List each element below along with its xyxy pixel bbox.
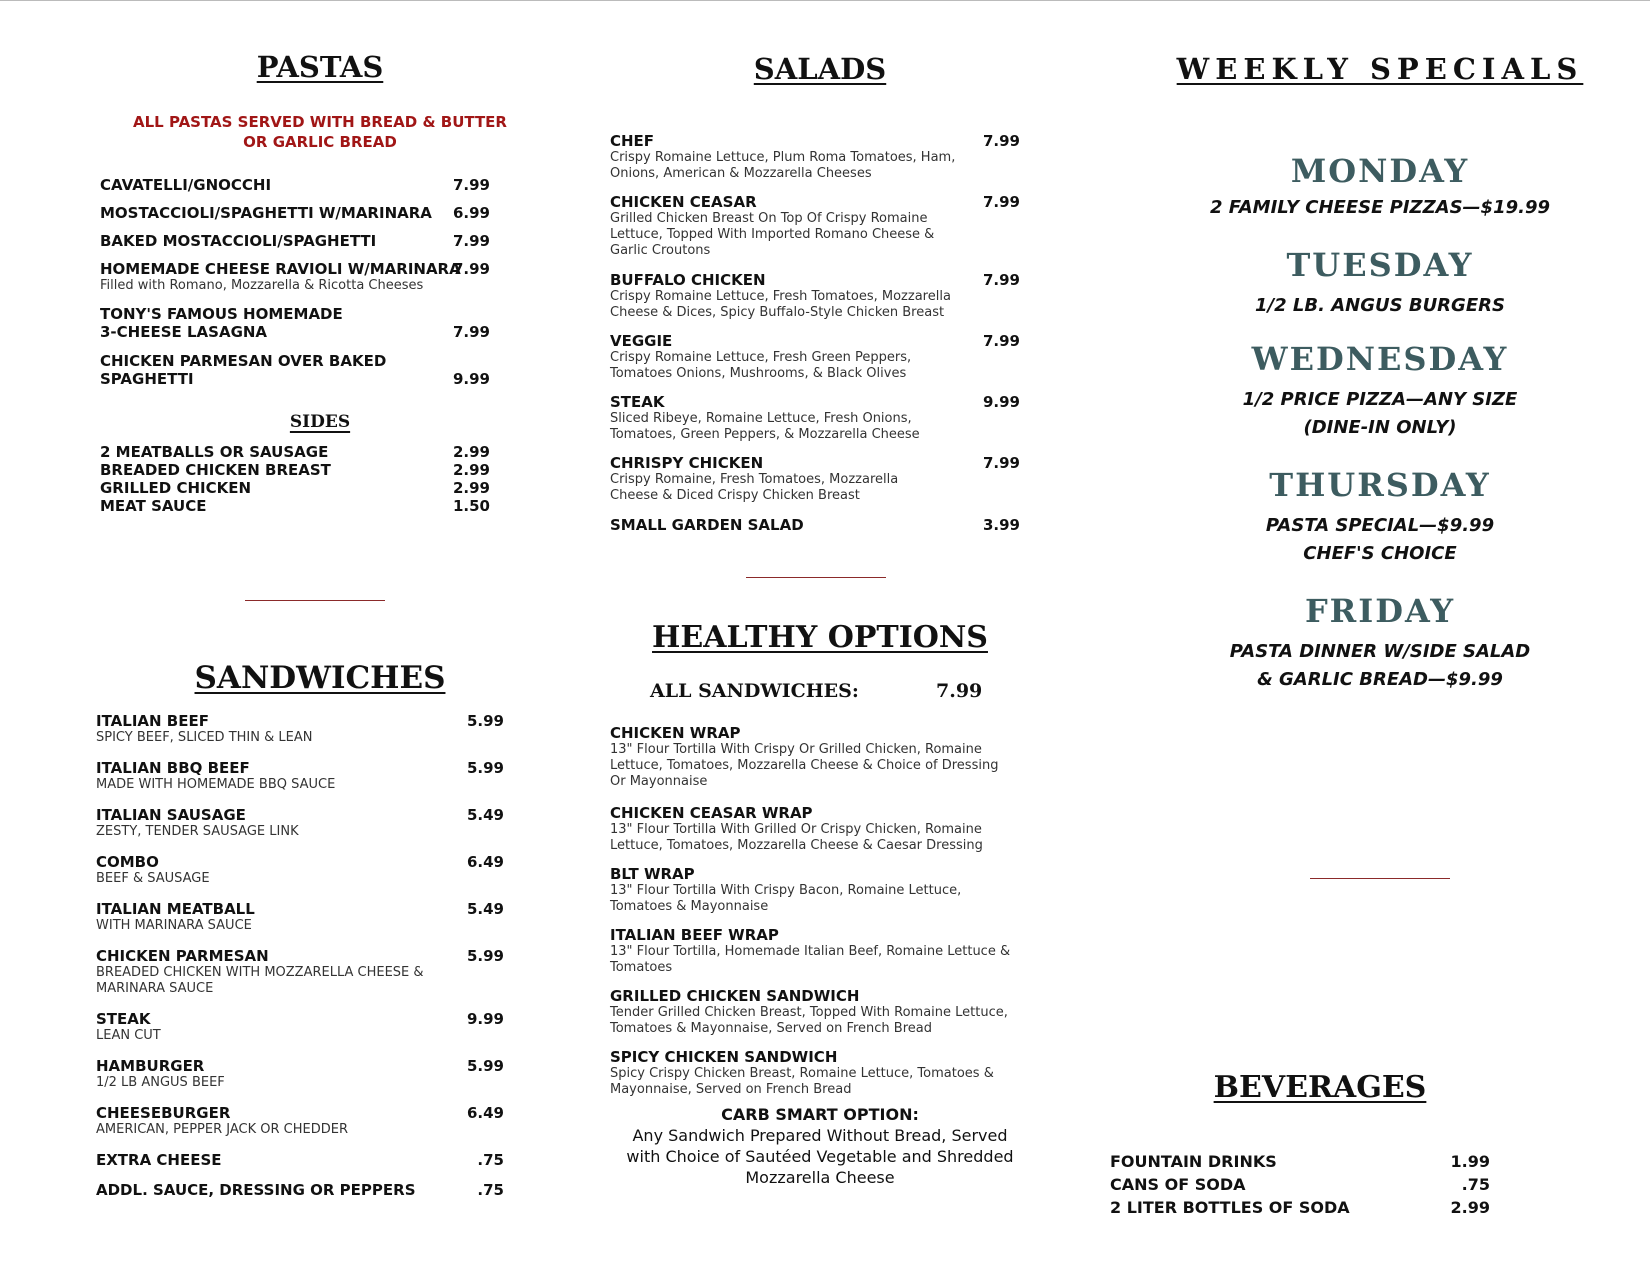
salad-item xyxy=(610,393,1030,443)
item-name-line2: 3-CHEESE LASAGNA xyxy=(100,323,268,341)
item-desc: 13" Flour Tortilla With Crispy Bacon, Romaine Lettuce, xyxy=(610,883,962,898)
side-item xyxy=(100,443,540,461)
item-name: CAVATELLI/GNOCCHI xyxy=(100,176,272,194)
item-name: ITALIAN BEEF WRAP xyxy=(610,926,779,944)
pasta-item xyxy=(100,176,540,194)
item-desc-line2: Lettuce, Topped With Imported Romano Cheese & xyxy=(610,227,935,242)
carb-line2: with Choice of Sautéed Vegetable and Shredded xyxy=(626,1147,1014,1166)
item-name: GRILLED CHICKEN xyxy=(100,479,252,497)
item-desc-line2: Lettuce, Tomatoes, Mozzarella Cheese & Choice of Dressing xyxy=(610,758,999,773)
item-name: MEAT SAUCE xyxy=(100,497,207,515)
item-name: ITALIAN SAUSAGE xyxy=(96,806,246,824)
item-price: 7.99 xyxy=(982,454,1020,472)
item-name: BAKED MOSTACCIOLI/SPAGHETTI xyxy=(100,232,377,250)
item-name: CHICKEN PARMESAN xyxy=(96,947,269,965)
item-desc: WITH MARINARA SAUCE xyxy=(96,918,252,933)
item-name: CANS OF SODA xyxy=(1110,1175,1246,1194)
item-desc-line2: Tomatoes Onions, Mushrooms, & Black Olives xyxy=(610,366,907,381)
sandwiches-heading: SANDWICHES xyxy=(194,660,446,696)
item-name: GRILLED CHICKEN SANDWICH xyxy=(610,987,860,1005)
side-item xyxy=(100,461,540,479)
pasta-item xyxy=(100,305,540,341)
item-desc-line3: Garlic Croutons xyxy=(610,243,711,258)
item-price: 3.99 xyxy=(982,516,1020,534)
item-price: 5.49 xyxy=(466,900,504,918)
item-price: 7.99 xyxy=(982,193,1020,211)
special-wednesday-line2: (DINE-IN ONLY) xyxy=(1303,417,1457,438)
item-price: 7.99 xyxy=(982,132,1020,150)
item-desc: Sliced Ribeye, Romaine Lettuce, Fresh Onions, xyxy=(610,411,912,426)
healthy-options-heading: HEALTHY OPTIONS xyxy=(652,620,988,655)
item-price: 2.99 xyxy=(452,479,490,497)
item-name: COMBO xyxy=(96,853,159,871)
pastas-note-line2: OR GARLIC BREAD xyxy=(243,133,397,151)
item-desc: LEAN CUT xyxy=(96,1028,161,1043)
item-desc-line2: Tomatoes, Green Peppers, & Mozzarella Cheese xyxy=(610,427,920,442)
healthy-item xyxy=(610,865,1030,915)
item-price: 6.99 xyxy=(452,204,490,222)
item-price: 5.99 xyxy=(466,759,504,777)
item-desc-line2: MARINARA SAUCE xyxy=(96,981,214,996)
item-desc: ZESTY, TENDER SAUSAGE LINK xyxy=(96,824,299,839)
item-price: .75 xyxy=(477,1151,504,1169)
item-price: 7.99 xyxy=(452,232,490,250)
item-desc-line2: Cheese & Diced Crispy Chicken Breast xyxy=(610,488,860,503)
special-wednesday: 1/2 PRICE PIZZA—ANY SIZE xyxy=(1242,389,1518,410)
item-desc: Crispy Romaine Lettuce, Plum Roma Tomatoes, Ham, xyxy=(610,150,956,165)
item-desc: Crispy Romaine Lettuce, Fresh Green Peppers, xyxy=(610,350,912,365)
item-name: ITALIAN BBQ BEEF xyxy=(96,759,250,777)
carb-line3: Mozzarella Cheese xyxy=(745,1168,895,1187)
special-thursday-line2: CHEF'S CHOICE xyxy=(1303,543,1457,564)
item-name-line2: SPAGHETTI xyxy=(100,370,194,388)
healthy-item xyxy=(610,926,1030,976)
sandwich-item xyxy=(96,1104,536,1138)
item-price: 5.99 xyxy=(466,947,504,965)
special-tuesday: 1/2 LB. ANGUS BURGERS xyxy=(1255,295,1505,316)
item-name: SMALL GARDEN SALAD xyxy=(610,516,804,534)
sides-heading: SIDES xyxy=(289,412,351,432)
day-tuesday: TUESDAY xyxy=(1286,246,1474,284)
item-price: 7.99 xyxy=(982,332,1020,350)
item-desc: Filled with Romano, Mozzarella & Ricotta Cheeses xyxy=(100,278,424,293)
item-desc-line2: Cheese & Dices, Spicy Buffalo-Style Chicken Breast xyxy=(610,305,945,320)
item-name: CHICKEN CEASAR xyxy=(610,193,757,211)
weekly-specials-heading: WEEKLY SPECIALS xyxy=(1176,52,1584,86)
item-price: .75 xyxy=(1461,1175,1490,1194)
item-name: MOSTACCIOLI/SPAGHETTI W/MARINARA xyxy=(100,204,432,222)
salad-item xyxy=(610,332,1030,382)
special-monday: 2 FAMILY CHEESE PIZZAS—$19.99 xyxy=(1209,197,1550,218)
all-sandwiches-label: ALL SANDWICHES: xyxy=(650,680,859,702)
item-name: TONY'S FAMOUS HOMEMADE xyxy=(100,305,343,323)
item-desc: 13" Flour Tortilla, Homemade Italian Beef, Romaine Lettuce & xyxy=(610,944,1011,959)
item-name: CHEF xyxy=(610,132,655,150)
beverages-heading: BEVERAGES xyxy=(1213,1070,1427,1105)
divider-rule xyxy=(1310,878,1450,879)
item-name: STEAK xyxy=(610,393,665,411)
item-price: 9.99 xyxy=(982,393,1020,411)
item-price: 7.99 xyxy=(452,323,490,341)
item-desc-line2: Lettuce, Tomatoes, Mozzarella Cheese & Caesar Dressing xyxy=(610,838,983,853)
item-desc: MADE WITH HOMEMADE BBQ SAUCE xyxy=(96,777,336,792)
divider-rule xyxy=(746,577,886,578)
item-name: HAMBURGER xyxy=(96,1057,205,1075)
item-desc-line2: Tomatoes & Mayonnaise xyxy=(610,899,769,914)
sandwich-item xyxy=(96,712,536,746)
item-desc-line2: Mayonnaise, Served on French Bread xyxy=(610,1082,852,1097)
healthy-item xyxy=(610,987,1030,1037)
item-name: BREADED CHICKEN BREAST xyxy=(100,461,331,479)
salad-item xyxy=(610,516,1030,534)
item-name: ADDL. SAUCE, DRESSING OR PEPPERS xyxy=(96,1181,416,1199)
pasta-item xyxy=(100,204,540,222)
item-name: EXTRA CHEESE xyxy=(96,1151,222,1169)
item-desc-line3: Or Mayonnaise xyxy=(610,774,708,789)
item-desc-line2: Tomatoes & Mayonnaise, Served on French Bread xyxy=(610,1021,932,1036)
item-desc: Crispy Romaine Lettuce, Fresh Tomatoes, Mozzarella xyxy=(610,289,951,304)
item-name: ITALIAN MEATBALL xyxy=(96,900,255,918)
item-name: STEAK xyxy=(96,1010,151,1028)
item-name: 2 MEATBALLS OR SAUSAGE xyxy=(100,443,329,461)
item-price: 6.49 xyxy=(466,1104,504,1122)
carb-line1: Any Sandwich Prepared Without Bread, Served xyxy=(632,1126,1008,1145)
item-name: CHICKEN PARMESAN OVER BAKED xyxy=(100,352,387,370)
beverage-item xyxy=(1110,1152,1490,1171)
healthy-item xyxy=(610,804,1030,854)
item-price: 9.99 xyxy=(466,1010,504,1028)
item-price: 7.99 xyxy=(452,260,490,278)
sandwich-item xyxy=(96,947,536,997)
item-desc: AMERICAN, PEPPER JACK OR CHEDDER xyxy=(96,1122,348,1137)
item-name: ITALIAN BEEF xyxy=(96,712,209,730)
item-name: VEGGIE xyxy=(610,332,673,350)
sandwich-item xyxy=(96,900,536,934)
item-price: 1.50 xyxy=(452,497,490,515)
day-thursday: THURSDAY xyxy=(1269,466,1491,504)
salads-heading: SALADS xyxy=(753,52,887,86)
sandwich-item xyxy=(96,853,536,887)
special-friday-line2: & GARLIC BREAD—$9.99 xyxy=(1257,669,1503,690)
pastas-heading: PASTAS xyxy=(256,50,384,84)
beverage-item xyxy=(1110,1198,1490,1217)
item-price: 5.49 xyxy=(466,806,504,824)
item-price: 2.99 xyxy=(452,443,490,461)
item-desc: 13" Flour Tortilla With Crispy Or Grilled Chicken, Romaine xyxy=(610,742,982,757)
item-desc: Crispy Romaine, Fresh Tomatoes, Mozzarella xyxy=(610,472,899,487)
salad-item xyxy=(610,271,1030,321)
top-border xyxy=(0,0,1650,1)
item-price: 2.99 xyxy=(1450,1198,1490,1217)
item-desc-line2: Tomatoes xyxy=(610,960,673,975)
item-name: HOMEMADE CHEESE RAVIOLI W/MARINARA xyxy=(100,260,461,278)
item-name: 2 LITER BOTTLES OF SODA xyxy=(1110,1198,1350,1217)
special-friday: PASTA DINNER W/SIDE SALAD xyxy=(1229,641,1531,662)
item-name: CHRISPY CHICKEN xyxy=(610,454,764,472)
item-desc: SPICY BEEF, SLICED THIN & LEAN xyxy=(96,730,313,745)
item-desc-line2: Onions, American & Mozzarella Cheeses xyxy=(610,166,872,181)
item-desc: BREADED CHICKEN WITH MOZZARELLA CHEESE & xyxy=(96,965,424,980)
item-name: CHEESEBURGER xyxy=(96,1104,231,1122)
day-wednesday: WEDNESDAY xyxy=(1251,340,1509,378)
pasta-item xyxy=(100,232,540,250)
item-name: CHICKEN WRAP xyxy=(610,724,741,742)
carb-smart-option xyxy=(610,1104,1030,1188)
sandwich-item xyxy=(96,759,536,793)
sandwich-item xyxy=(96,1010,536,1044)
item-desc: BEEF & SAUSAGE xyxy=(96,871,210,886)
item-price: 5.99 xyxy=(466,1057,504,1075)
healthy-item xyxy=(610,1048,1030,1098)
side-item xyxy=(100,497,540,515)
all-sandwiches-price: 7.99 xyxy=(936,680,983,702)
item-price: 2.99 xyxy=(452,461,490,479)
day-monday: MONDAY xyxy=(1290,152,1470,190)
pasta-item xyxy=(100,260,540,294)
salad-item xyxy=(610,132,1030,182)
item-price: 7.99 xyxy=(982,271,1020,289)
item-price: 9.99 xyxy=(452,370,490,388)
item-price: 5.99 xyxy=(466,712,504,730)
salad-item xyxy=(610,454,1030,504)
item-name: BLT WRAP xyxy=(610,865,695,883)
item-price: 6.49 xyxy=(466,853,504,871)
sandwich-item xyxy=(96,1181,536,1199)
item-name: CHICKEN CEASAR WRAP xyxy=(610,804,813,822)
beverage-item xyxy=(1110,1175,1490,1194)
sandwich-item xyxy=(96,1057,536,1091)
healthy-item xyxy=(610,724,1030,790)
special-thursday: PASTA SPECIAL—$9.99 xyxy=(1265,515,1495,536)
item-price: 7.99 xyxy=(452,176,490,194)
item-price: 1.99 xyxy=(1450,1152,1490,1171)
item-name: FOUNTAIN DRINKS xyxy=(1110,1152,1277,1171)
item-name: SPICY CHICKEN SANDWICH xyxy=(610,1048,838,1066)
pasta-item xyxy=(100,352,540,388)
item-name: BUFFALO CHICKEN xyxy=(610,271,766,289)
side-item xyxy=(100,479,540,497)
divider-rule xyxy=(245,600,385,601)
item-desc: Tender Grilled Chicken Breast, Topped With Romaine Lettuce, xyxy=(610,1005,1008,1020)
item-desc: 13" Flour Tortilla With Grilled Or Crispy Chicken, Romaine xyxy=(610,822,982,837)
day-friday: FRIDAY xyxy=(1304,592,1456,630)
carb-title: CARB SMART OPTION: xyxy=(721,1105,919,1124)
item-price: .75 xyxy=(477,1181,504,1199)
pastas-note-line1: ALL PASTAS SERVED WITH BREAD & BUTTER xyxy=(133,113,507,131)
item-desc: Grilled Chicken Breast On Top Of Crispy Romaine xyxy=(610,211,928,226)
item-desc: Spicy Crispy Chicken Breast, Romaine Lettuce, Tomatoes & xyxy=(610,1066,994,1081)
pastas-note xyxy=(100,112,540,152)
sandwich-item xyxy=(96,806,536,840)
item-desc: 1/2 LB ANGUS BEEF xyxy=(96,1075,225,1090)
sandwich-item xyxy=(96,1151,536,1169)
salad-item xyxy=(610,193,1030,259)
